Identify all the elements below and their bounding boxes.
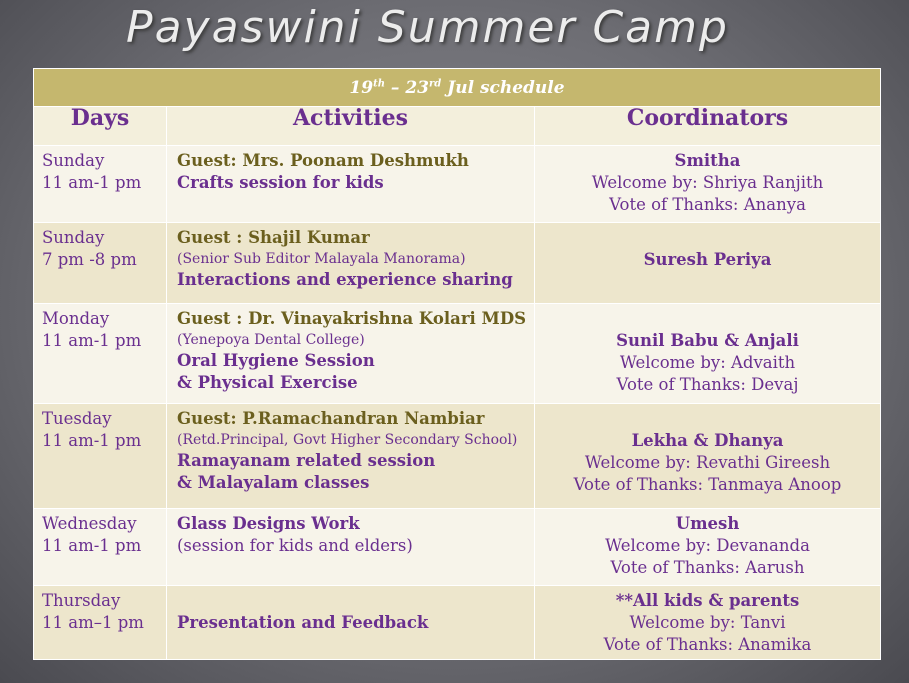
day-time: 11 am-1 pm	[42, 536, 142, 555]
welcome-by: Welcome by: Advaith	[619, 353, 796, 372]
guest-name: Guest : Dr. Vinayakrishna Kolari MDS	[177, 309, 527, 328]
welcome-by: Welcome by: Devananda	[605, 536, 810, 555]
activity-cell	[167, 223, 535, 304]
coordinators-header: Coordinators	[535, 107, 881, 146]
header-row	[34, 107, 881, 146]
day-name: Sunday	[42, 228, 105, 247]
day-name: Monday	[42, 309, 110, 328]
coordinator-name: Umesh	[675, 514, 740, 533]
day-name: Thursday	[42, 591, 121, 610]
day-time: 7 pm -8 pm	[42, 250, 137, 269]
day-cell	[34, 509, 167, 586]
guest-name: Guest: Mrs. Poonam Deshmukh	[177, 151, 469, 170]
guest-affiliation: (Senior Sub Editor Malayala Manorama)	[177, 251, 466, 267]
day-name: Tuesday	[42, 409, 112, 428]
activity-cell	[167, 304, 535, 404]
welcome-by: Welcome by: Tanvi	[629, 613, 786, 632]
table-row	[34, 223, 881, 304]
vote-of-thanks: Vote of Thanks: Ananya	[609, 195, 806, 214]
coordinator-name: Suresh Periya	[643, 250, 772, 269]
day-cell	[34, 304, 167, 404]
activity-cell	[167, 146, 535, 223]
day-name: Wednesday	[42, 514, 137, 533]
coordinator-cell	[535, 586, 881, 660]
activity-topic: Crafts session for kids	[177, 173, 384, 192]
activity-topic: Oral Hygiene Session	[177, 351, 375, 370]
day-cell	[34, 404, 167, 509]
coordinator-name: Sunil Babu & Anjali	[616, 331, 799, 350]
coordinator-cell	[535, 223, 881, 304]
caption-rest: Jul schedule	[441, 77, 565, 98]
guest-affiliation: (Retd.Principal, Govt Higher Secondary School)	[177, 432, 518, 448]
days-header: Days	[34, 107, 167, 146]
activities-header: Activities	[167, 107, 535, 146]
day-time: 11 am–1 pm	[42, 613, 144, 632]
coordinator-cell	[535, 509, 881, 586]
guest-name: Guest: P.Ramachandran Nambiar	[177, 409, 485, 428]
day-time: 11 am-1 pm	[42, 173, 142, 192]
table-row	[34, 304, 881, 404]
welcome-by: Welcome by: Revathi Gireesh	[584, 453, 831, 472]
table-row	[34, 586, 881, 660]
coordinator-name: Lekha & Dhanya	[631, 431, 784, 450]
table-row	[34, 509, 881, 586]
activity-note: (session for kids and elders)	[177, 536, 413, 555]
caption-start-suffix: th	[373, 77, 385, 89]
day-name: Sunday	[42, 151, 105, 170]
welcome-by: Welcome by: Shriya Ranjith	[591, 173, 824, 192]
activity-topic: Ramayanam related session	[177, 451, 436, 470]
vote-of-thanks: Vote of Thanks: Aarush	[610, 558, 805, 577]
day-time: 11 am-1 pm	[42, 431, 142, 450]
coordinator-cell	[535, 304, 881, 404]
activity-cell	[167, 586, 535, 660]
guest-name: Guest : Shajil Kumar	[177, 228, 370, 247]
vote-of-thanks: Vote of Thanks: Tanmaya Anoop	[573, 475, 842, 494]
day-cell	[34, 146, 167, 223]
caption-row	[34, 69, 881, 107]
activity-topic-extra: & Malayalam classes	[177, 473, 370, 492]
coordinator-cell	[535, 146, 881, 223]
coordinator-cell	[535, 404, 881, 509]
vote-of-thanks: Vote of Thanks: Devaj	[616, 375, 799, 394]
guest-affiliation: (Yenepoya Dental College)	[177, 332, 365, 348]
coordinator-name: Smitha	[674, 151, 741, 170]
day-cell	[34, 586, 167, 660]
coordinator-name: **All kids & parents	[615, 591, 800, 610]
caption-end-suffix: rd	[428, 77, 442, 89]
activity-cell	[167, 404, 535, 509]
day-cell	[34, 223, 167, 304]
vote-of-thanks: Vote of Thanks: Anamika	[603, 635, 812, 654]
activity-topic: Presentation and Feedback	[177, 613, 429, 632]
activity-topic: Glass Designs Work	[177, 514, 360, 533]
activity-topic: Interactions and experience sharing	[177, 270, 513, 289]
activity-topic-extra: & Physical Exercise	[177, 373, 358, 392]
activity-cell	[167, 509, 535, 586]
slide-title: Payaswini Summer Camp	[126, 2, 729, 53]
caption-start-day: 19	[349, 77, 374, 98]
day-time: 11 am-1 pm	[42, 331, 142, 350]
schedule-table	[33, 68, 881, 660]
table-row	[34, 146, 881, 223]
caption-end-day: – 23	[384, 77, 429, 98]
table-row	[34, 404, 881, 509]
schedule-caption	[34, 69, 881, 107]
